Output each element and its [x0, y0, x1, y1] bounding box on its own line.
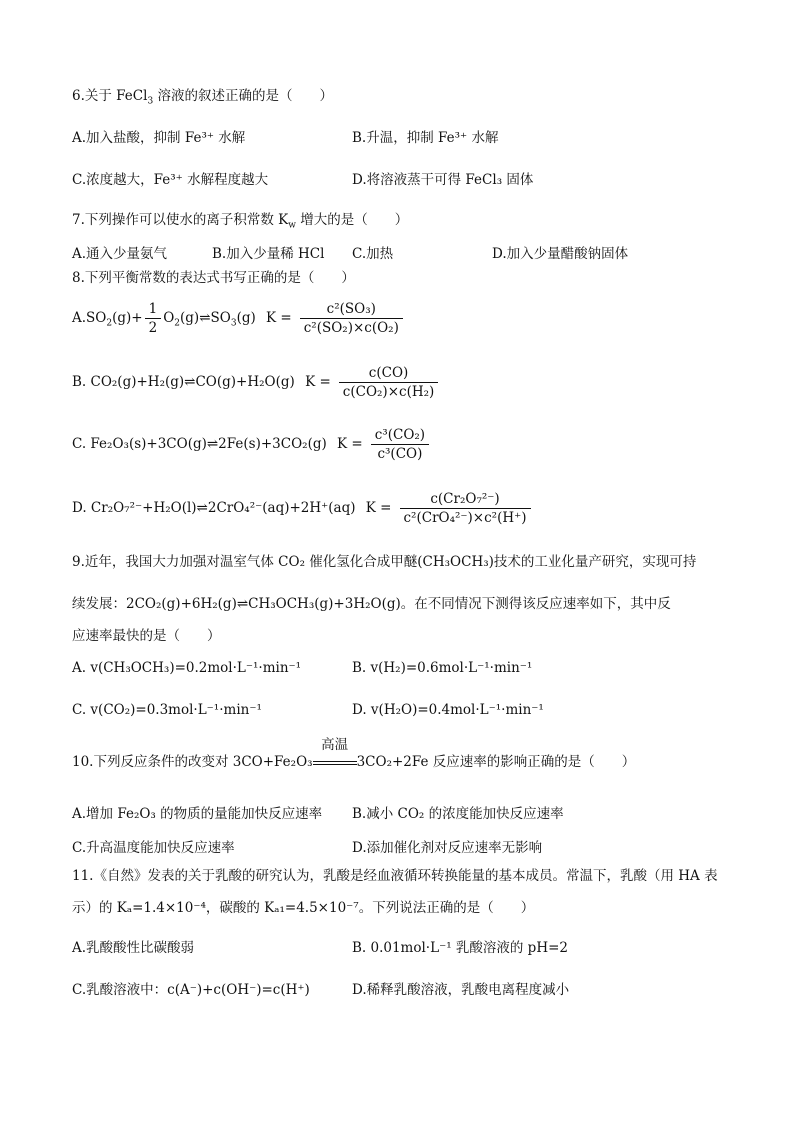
q7-option-a[interactable]: A.通入少量氨气	[72, 246, 168, 262]
q8-option-a[interactable]: $A.SO_2(g)+$ $\frac{1}{2}$ $O_2(g)\rightleftharpoons SO_3(g) K$ = $\frac{\text{c²(SO₃)}}{\text{c²(SO₂)×c(O₂)}}$	[72, 300, 405, 337]
q9-option-b[interactable]: B. v(H₂)=0.6mol·L⁻¹·min⁻¹	[352, 660, 533, 676]
q6-stem: 6.关于 FeCl$_3$ 溶液的叙述正确的是（ ）	[72, 88, 333, 107]
q6-option-b[interactable]: B.升温，抑制 Fe³⁺ 水解	[352, 130, 499, 146]
q10-option-b[interactable]: B.减小 CO₂ 的浓度能加快反应速率	[352, 806, 564, 822]
q10-option-d[interactable]: D.添加催化剂对反应速率无影响	[352, 840, 543, 856]
q8-option-c[interactable]: C. Fe₂O₃(s)+3CO(g)⇌2Fe(s)+3CO₂(g) K = $\frac{\text{c³(CO₂)}}{\text{c³(CO)}}$	[72, 426, 431, 463]
q6-option-a[interactable]: A.加入盐酸，抑制 Fe³⁺ 水解	[72, 130, 246, 146]
q11-option-c[interactable]: C.乳酸溶液中：c(A⁻)+c(OH⁻)=c(H⁺)	[72, 982, 310, 998]
q9-stem-line2: 续发展：2CO₂(g)+6H₂(g)⇌CH₃OCH₃(g)+3H₂O(g)。在不同情况下测得该反应速率如下，其中反	[72, 596, 671, 612]
q9-option-d[interactable]: D. v(H₂O)=0.4mol·L⁻¹·min⁻¹	[352, 702, 544, 718]
q11-option-d[interactable]: D.稀释乳酸溶液，乳酸电离程度减小	[352, 982, 570, 998]
q8-option-b[interactable]: B. CO₂(g)+H₂(g)⇌CO(g)+H₂O(g) K = $\frac{c(CO)}{\text{c(CO₂)×c(H₂)}}$	[72, 364, 440, 401]
q6-option-d[interactable]: D.将溶液蒸干可得 FeCl₃ 固体	[352, 172, 534, 188]
q11-option-b[interactable]: B. 0.01mol·L⁻¹ 乳酸溶液的 pH=2	[352, 940, 568, 956]
q10-option-a[interactable]: A.增加 Fe₂O₃ 的物质的量能加快反应速率	[72, 806, 323, 822]
q11-option-a[interactable]: A.乳酸酸性比碳酸弱	[72, 940, 195, 956]
q10-stem: 10.下列反应条件的改变对 3CO+Fe₂O₃ 高温 3CO₂+2Fe 反应速率的影响正确的是（ ）	[72, 737, 636, 770]
q11-stem-line1: 11.《自然》发表的关于乳酸的研究认为，乳酸是经血液循环转换能量的基本成员。常温下，乳酸（用 HA 表	[72, 868, 718, 884]
q9-stem-line1: 9.近年，我国大力加强对温室气体 CO₂ 催化氢化合成甲醚(CH₃OCH₃)技术的工业化量产研究，实现可持	[72, 554, 697, 570]
q10-option-c[interactable]: C.升高温度能加快反应速率	[72, 840, 235, 856]
reaction-condition-high-temp: 高温	[313, 752, 357, 772]
q8-stem: 8.下列平衡常数的表达式书写正确的是（ ）	[72, 270, 355, 286]
q9-option-c[interactable]: C. v(CO₂)=0.3mol·L⁻¹·min⁻¹	[72, 702, 262, 718]
q7-option-b[interactable]: B.加入少量稀 HCl	[212, 246, 325, 262]
q7-stem: 7.下列操作可以使水的离子积常数 $K_w$ 增大的是（ ）	[72, 212, 409, 231]
q8-option-d[interactable]: D. Cr₂O₇²⁻+H₂O(l)⇌2CrO₄²⁻(aq)+2H⁺(aq) K = $\frac{\text{c(Cr₂O₇²⁻)}}{\text{c²(CrO₄²⁻)×c²(H⁺)}}$	[72, 490, 533, 527]
q9-option-a[interactable]: A. v(CH₃OCH₃)=0.2mol·L⁻¹·min⁻¹	[72, 660, 302, 676]
q7-option-d[interactable]: D.加入少量醋酸钠固体	[492, 246, 629, 262]
q7-option-c[interactable]: C.加热	[352, 246, 394, 262]
q11-stem-line2: 示）的 Kₐ=1.4×10⁻⁴，碳酸的 Kₐ₁=4.5×10⁻⁷。下列说法正确的是（ ）	[72, 900, 535, 916]
q9-stem-line3: 应速率最快的是（ ）	[72, 628, 221, 644]
q6-option-c[interactable]: C.浓度越大，Fe³⁺ 水解程度越大	[72, 172, 269, 188]
